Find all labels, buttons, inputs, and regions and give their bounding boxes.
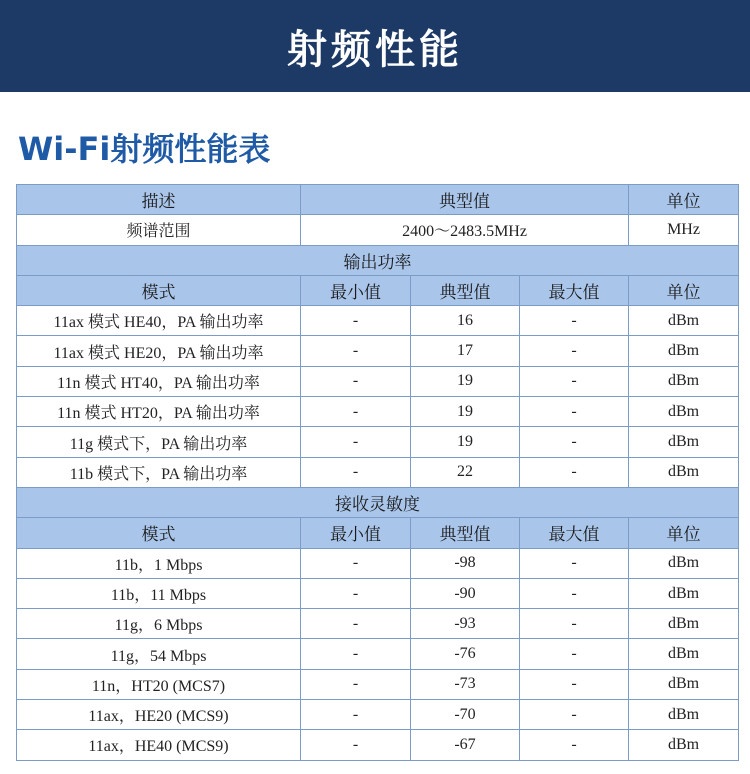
table-cell: - xyxy=(301,700,411,730)
header-cell: 最大值 xyxy=(520,518,629,548)
table-cell: -90 xyxy=(411,578,520,608)
header-cell: 单位 xyxy=(629,518,739,548)
table-cell: 11n，HT20 (MCS7) xyxy=(17,669,301,699)
table-cell: -98 xyxy=(411,548,520,578)
table-row xyxy=(17,366,739,396)
table-cell: 11ax，HE40 (MCS9) xyxy=(17,730,301,760)
table-row xyxy=(17,427,739,457)
table-cell: - xyxy=(301,609,411,639)
table-cell: 16 xyxy=(411,306,520,336)
table-cell: -93 xyxy=(411,609,520,639)
table-cell: - xyxy=(301,578,411,608)
header-cell: 最小值 xyxy=(301,518,411,548)
table-cell: -76 xyxy=(411,639,520,669)
table-cell: -67 xyxy=(411,730,520,760)
rf-performance-table xyxy=(16,184,739,761)
table-header-row xyxy=(17,518,739,548)
page-banner xyxy=(0,0,750,92)
table-cell: - xyxy=(520,609,629,639)
table-cell: dBm xyxy=(629,397,739,427)
header-cell: 最小值 xyxy=(301,275,411,305)
table-cell: dBm xyxy=(629,700,739,730)
table-cell: 11n 模式 HT20，PA 输出功率 xyxy=(17,397,301,427)
table-cell: 11b，1 Mbps xyxy=(17,548,301,578)
banner-title: 射频性能 xyxy=(287,26,463,73)
header-cell: 模式 xyxy=(17,518,301,548)
table-cell: - xyxy=(520,700,629,730)
table-row xyxy=(17,548,739,578)
table-cell: - xyxy=(301,397,411,427)
table-cell: dBm xyxy=(629,336,739,366)
table-cell: - xyxy=(301,548,411,578)
table-row xyxy=(17,609,739,639)
table-row xyxy=(17,457,739,487)
header-cell: 典型值 xyxy=(411,518,520,548)
table-row xyxy=(17,397,739,427)
table-row xyxy=(17,336,739,366)
table-cell: dBm xyxy=(629,306,739,336)
table-cell: MHz xyxy=(629,215,739,245)
table-cell: - xyxy=(520,306,629,336)
table-cell: 11b，11 Mbps xyxy=(17,578,301,608)
table-cell: 11g，54 Mbps xyxy=(17,639,301,669)
table-row xyxy=(17,578,739,608)
table-cell: dBm xyxy=(629,669,739,699)
table-cell: -73 xyxy=(411,669,520,699)
table-cell: - xyxy=(520,366,629,396)
table-cell: 17 xyxy=(411,336,520,366)
table-cell: dBm xyxy=(629,609,739,639)
table-cell: 11ax 模式 HE40，PA 输出功率 xyxy=(17,306,301,336)
table-cell: -70 xyxy=(411,700,520,730)
header-cell: 典型值 xyxy=(411,275,520,305)
table-row xyxy=(17,669,739,699)
table-cell: - xyxy=(520,578,629,608)
table-cell: - xyxy=(301,336,411,366)
table-cell: 19 xyxy=(411,427,520,457)
table-cell: 11b 模式下，PA 输出功率 xyxy=(17,457,301,487)
table-cell: - xyxy=(520,457,629,487)
table-cell: - xyxy=(520,730,629,760)
table-cell: - xyxy=(301,457,411,487)
table-cell: - xyxy=(301,639,411,669)
table-cell: 11ax，HE20 (MCS9) xyxy=(17,700,301,730)
section-heading: 输出功率 xyxy=(17,245,739,275)
table-cell: dBm xyxy=(629,548,739,578)
table-cell: 11g 模式下，PA 输出功率 xyxy=(17,427,301,457)
table-cell: 19 xyxy=(411,397,520,427)
table-cell: - xyxy=(520,548,629,578)
table-cell: - xyxy=(301,669,411,699)
table-cell: 11ax 模式 HE20，PA 输出功率 xyxy=(17,336,301,366)
section-row-output-power xyxy=(17,245,739,275)
table-cell: - xyxy=(520,427,629,457)
table-cell: dBm xyxy=(629,730,739,760)
section-heading: 接收灵敏度 xyxy=(17,487,739,517)
table-header-row xyxy=(17,275,739,305)
header-cell: 单位 xyxy=(629,275,739,305)
header-cell: 模式 xyxy=(17,275,301,305)
table-row xyxy=(17,639,739,669)
table-cell: 11n 模式 HT40，PA 输出功率 xyxy=(17,366,301,396)
table-cell: dBm xyxy=(629,639,739,669)
table-header-row xyxy=(17,185,739,215)
table-row xyxy=(17,700,739,730)
table-row xyxy=(17,215,739,245)
table-cell: - xyxy=(520,669,629,699)
table-cell: - xyxy=(301,306,411,336)
table-cell: - xyxy=(520,639,629,669)
table-row xyxy=(17,306,739,336)
table-cell: - xyxy=(301,366,411,396)
header-cell: 典型值 xyxy=(301,185,629,215)
header-cell: 最大值 xyxy=(520,275,629,305)
table-cell: - xyxy=(301,427,411,457)
table-cell: dBm xyxy=(629,427,739,457)
table-cell: dBm xyxy=(629,457,739,487)
table-cell: 19 xyxy=(411,366,520,396)
table-row xyxy=(17,730,739,760)
section-title: Wi-Fi射频性能表 xyxy=(18,130,271,168)
table-cell: 22 xyxy=(411,457,520,487)
header-cell: 单位 xyxy=(629,185,739,215)
table-cell: dBm xyxy=(629,578,739,608)
table-cell: - xyxy=(520,336,629,366)
table-cell: dBm xyxy=(629,366,739,396)
table-cell: - xyxy=(520,397,629,427)
section-row-sensitivity xyxy=(17,487,739,517)
table-cell: 11g，6 Mbps xyxy=(17,609,301,639)
table-cell: 频谱范围 xyxy=(17,215,301,245)
table-cell: 2400～2483.5MHz xyxy=(301,215,629,245)
table-cell: - xyxy=(301,730,411,760)
header-cell: 描述 xyxy=(17,185,301,215)
